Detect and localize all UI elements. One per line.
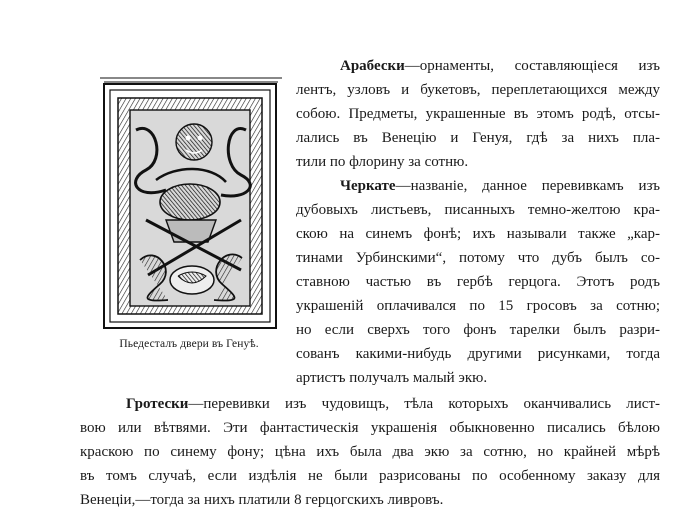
carved-pedestal-engraving-icon [96,70,282,336]
text-fragment: —орнаменты, составляющіеся изъ [404,58,660,74]
text-fragment: —перевивки изъ чудовищъ, тѣла которыхъ оканчивались лист- [188,396,660,412]
term-cerkate: Черкате [340,178,396,194]
text-line: скою на синемъ фонѣ; ихъ называли также „кар- [296,226,660,242]
pedestal-illustration [96,70,282,356]
text-line: тили по флорину за сотню. [296,154,469,170]
text-line [126,394,660,415]
text-line: собою. Предметы, украшенные въ этомъ родѣ, отсы- [296,106,660,122]
text-line: краскою по синему фону; цѣна ихъ была два экю за сотню, но крайней мѣрѣ [80,444,660,460]
term-grotesques: Гротески [126,396,189,412]
term-arabesques: Арабески [340,58,405,74]
text-line: но если сверхъ того фонъ тарелки былъ разри- [296,322,660,338]
text-line: сованъ какими-нибудь другими рисунками, тогда [296,346,660,362]
text-line: украшеній оплачивался по 15 гросовъ за сотню; [296,298,660,314]
text-line: въ томъ случаѣ, если издѣлія не были разрисованы по особенному заказу для [80,468,660,484]
text-line: дубовыхъ листьевъ, писанныхъ темно-желтою кра- [296,202,660,218]
text-line: ставною частью въ гербѣ герцога. Этотъ родъ [296,274,660,290]
text-line [340,176,660,197]
text-line: вою или вѣтвями. Эти фантастическія украшенія обыкновенно писались бѣлою [80,420,660,436]
figure-caption: Пьедесталъ двери въ Генуѣ. [119,338,259,350]
text-fragment: —названіе, данное перевивкамъ изъ [395,178,660,194]
text-line: Венеціи,—тогда за нихъ платили 8 герцогскихъ ливровъ. [80,492,444,508]
text-line: тинами Урбинскими“, потому что дубъ былъ со- [296,250,660,266]
text-line: лались въ Венецію и Генуя, гдѣ за нихъ пла- [296,130,660,146]
text-line: лентъ, узловъ и букетовъ, переплетающихся между [296,82,660,98]
text-line [340,56,660,77]
text-line: артистъ получалъ малый экю. [296,370,488,386]
